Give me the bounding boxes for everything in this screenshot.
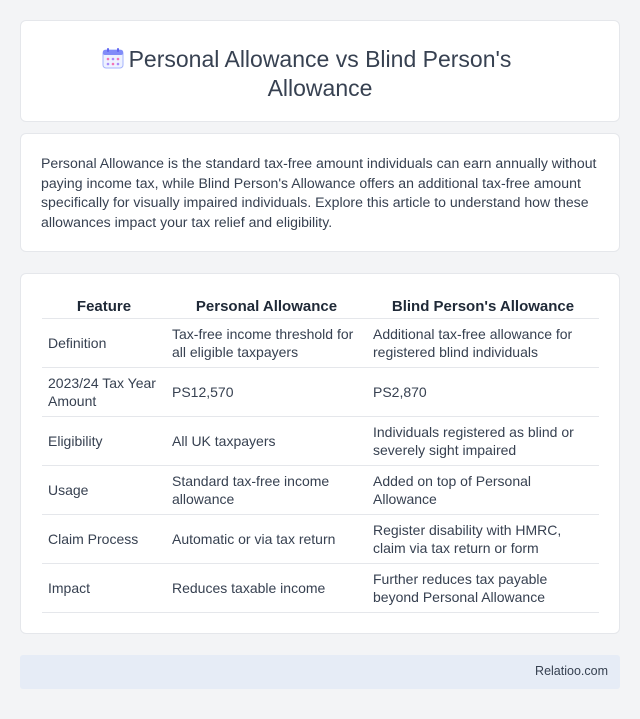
table-row xyxy=(42,514,599,563)
intro-paragraph: Personal Allowance is the standard tax-free amount individuals can earn annually without paying income tax, while Blind Person's Allowance offers an additional tax-free amount specifically for visually impaired individuals. Explore this article to understand how these allowances impact your tax relief and eligibility. xyxy=(41,155,597,230)
personal-allowance-cell: Standard tax-free income allowance xyxy=(166,465,367,514)
page-title: Personal Allowance vs Blind Person's Allowance xyxy=(128,46,512,101)
title-card xyxy=(20,20,620,122)
blind-allowance-cell: Further reduces tax payable beyond Personal Allowance xyxy=(367,563,599,612)
blind-allowance-cell: Added on top of Personal Allowance xyxy=(367,465,599,514)
blind-allowance-cell: Additional tax-free allowance for registered blind individuals xyxy=(367,318,599,367)
table-row xyxy=(42,563,599,612)
table-row xyxy=(42,367,599,416)
personal-allowance-cell: Reduces taxable income xyxy=(166,563,367,612)
blind-allowance-cell: Register disability with HMRC, claim via tax return or form xyxy=(367,514,599,563)
feature-cell: Eligibility xyxy=(42,416,166,465)
personal-allowance-cell: Automatic or via tax return xyxy=(166,514,367,563)
personal-allowance-cell: Tax-free income threshold for all eligible taxpayers xyxy=(166,318,367,367)
personal-allowance-cell: All UK taxpayers xyxy=(166,416,367,465)
column-header-feature: Feature xyxy=(42,296,166,318)
table-row xyxy=(42,318,599,367)
footer-brand-link[interactable]: Relatioo.com xyxy=(535,664,608,678)
column-header-blind-persons-allowance: Blind Person's Allowance xyxy=(367,296,599,318)
feature-cell: Usage xyxy=(42,465,166,514)
table-header-row xyxy=(42,296,599,318)
comparison-table xyxy=(42,296,599,613)
intro-card xyxy=(20,133,620,252)
blind-allowance-cell: PS2,870 xyxy=(367,367,599,416)
feature-cell: Impact xyxy=(42,563,166,612)
footer-bar xyxy=(20,655,620,689)
table-card xyxy=(20,273,620,634)
table-row xyxy=(42,416,599,465)
feature-cell: 2023/24 Tax Year Amount xyxy=(42,367,166,416)
column-header-personal-allowance: Personal Allowance xyxy=(166,296,367,318)
feature-cell: Claim Process xyxy=(42,514,166,563)
personal-allowance-cell: PS12,570 xyxy=(166,367,367,416)
table-row xyxy=(42,465,599,514)
blind-allowance-cell: Individuals registered as blind or severely sight impaired xyxy=(367,416,599,465)
feature-cell: Definition xyxy=(42,318,166,367)
